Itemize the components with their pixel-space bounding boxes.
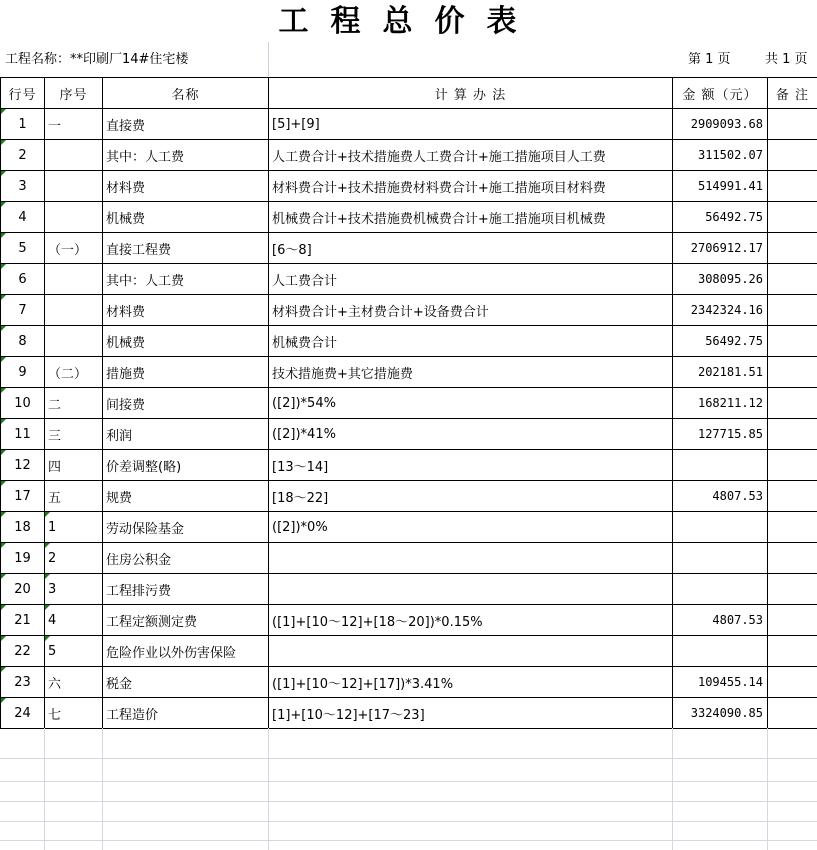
table-row — [1, 326, 817, 357]
table-row — [1, 233, 817, 264]
name-cell[interactable] — [103, 171, 269, 202]
table-row — [1, 419, 817, 450]
comment-marker-icon — [1, 512, 6, 517]
formula-cell[interactable] — [269, 512, 673, 543]
formula-cell-text: 机械费合计+技术措施费机械费合计+施工措施项目机械费 — [272, 211, 606, 227]
amount-cell[interactable] — [673, 171, 768, 202]
line-number-cell-text: 24 — [14, 705, 31, 721]
line-number-cell-text: 23 — [14, 674, 31, 690]
amount-cell[interactable] — [673, 512, 768, 543]
formula-cell-text: ([2])*54% — [272, 395, 336, 411]
name-cell[interactable] — [103, 667, 269, 698]
seq-cell-text: 2 — [48, 550, 57, 566]
table-row — [1, 698, 817, 729]
amount-cell-text: 2909093.68 — [690, 117, 763, 131]
formula-cell-text: ([2])*41% — [272, 426, 336, 442]
seq-cell-text: （二） — [48, 366, 88, 382]
note-cell[interactable] — [768, 574, 817, 605]
formula-cell-text: 机械费合计 — [272, 335, 338, 351]
formula-cell-text: ([1]+[10～12]+[17])*3.41% — [272, 676, 454, 692]
comment-marker-icon — [1, 481, 6, 486]
amount-cell[interactable] — [673, 605, 768, 636]
line-number-cell-text: 6 — [18, 271, 27, 287]
seq-cell-text: 一 — [48, 118, 62, 134]
line-number-cell[interactable] — [1, 357, 45, 388]
amount-cell[interactable] — [673, 388, 768, 419]
amount-cell[interactable] — [673, 574, 768, 605]
line-number-cell-text: 9 — [18, 364, 27, 380]
line-number-cell[interactable] — [1, 233, 45, 264]
name-cell-text: 机械费 — [106, 335, 146, 351]
formula-cell[interactable] — [269, 636, 673, 667]
table-row — [1, 388, 817, 419]
formula-cell-text: [1]+[10～12]+[17～23] — [272, 707, 425, 723]
line-number-cell[interactable] — [1, 109, 45, 140]
total-pages: 共 1 页 — [765, 52, 808, 67]
formula-cell-text: [13～14] — [272, 459, 329, 475]
comment-marker-icon — [45, 543, 50, 548]
formula-cell[interactable] — [269, 574, 673, 605]
formula-cell-text: [5]+[9] — [272, 116, 320, 132]
line-number-cell-text: 20 — [14, 581, 31, 597]
amount-cell-text: 4807.53 — [712, 489, 763, 503]
name-cell[interactable] — [103, 419, 269, 450]
name-cell-text: 住房公积金 — [106, 552, 172, 568]
table-row — [1, 450, 817, 481]
line-number-cell-text: 19 — [14, 550, 31, 566]
table-row — [1, 574, 817, 605]
formula-cell[interactable] — [269, 171, 673, 202]
comment-marker-icon — [1, 543, 6, 548]
formula-cell[interactable] — [269, 388, 673, 419]
note-cell[interactable] — [768, 109, 817, 140]
name-cell-text: 直接费 — [106, 118, 146, 134]
amount-cell-text: 3324090.85 — [690, 706, 763, 720]
line-number-cell-text: 8 — [18, 333, 27, 349]
seq-cell[interactable] — [45, 574, 103, 605]
name-cell[interactable] — [103, 140, 269, 171]
seq-cell[interactable] — [45, 667, 103, 698]
comment-marker-icon — [45, 605, 50, 610]
seq-cell-text: （一） — [48, 242, 88, 258]
comment-marker-icon — [1, 388, 6, 393]
name-cell-text: 税金 — [106, 676, 133, 692]
seq-cell-text: 5 — [48, 643, 57, 659]
info-row — [0, 42, 817, 76]
seq-cell[interactable] — [45, 450, 103, 481]
name-cell-text: 价差调整(略) — [106, 459, 182, 475]
amount-cell-text: 168211.12 — [697, 396, 763, 410]
comment-marker-icon — [1, 419, 6, 424]
amount-cell[interactable] — [673, 481, 768, 512]
formula-cell[interactable] — [269, 109, 673, 140]
formula-cell-text: 材料费合计+主材费合计+设备费合计 — [272, 304, 489, 320]
line-number-cell[interactable] — [1, 636, 45, 667]
seq-cell-text: 1 — [48, 519, 57, 535]
note-cell[interactable] — [768, 326, 817, 357]
seq-cell-text: 3 — [48, 581, 57, 597]
header-note[interactable]: 备 注 — [768, 78, 817, 109]
note-cell[interactable] — [768, 636, 817, 667]
comment-marker-icon — [1, 326, 6, 331]
line-number-cell-text: 5 — [18, 240, 27, 256]
amount-cell[interactable] — [673, 357, 768, 388]
table-row — [1, 264, 817, 295]
name-cell-text: 直接工程费 — [106, 242, 172, 258]
header-formula[interactable]: 计 算 办 法 — [269, 78, 673, 109]
name-cell[interactable] — [103, 233, 269, 264]
amount-cell[interactable] — [673, 233, 768, 264]
line-number-cell[interactable] — [1, 450, 45, 481]
note-cell[interactable] — [768, 512, 817, 543]
amount-cell[interactable] — [673, 636, 768, 667]
line-number-cell-text: 12 — [14, 457, 31, 473]
line-number-cell-text: 18 — [14, 519, 31, 535]
total-price-table — [0, 77, 817, 729]
line-number-cell[interactable] — [1, 543, 45, 574]
amount-cell[interactable] — [673, 667, 768, 698]
amount-cell[interactable] — [673, 419, 768, 450]
seq-cell[interactable] — [45, 388, 103, 419]
line-number-cell[interactable] — [1, 295, 45, 326]
note-cell[interactable] — [768, 419, 817, 450]
line-number-cell-text: 1 — [18, 116, 27, 132]
table-row — [1, 481, 817, 512]
formula-cell-text: 人工费合计+技术措施费人工费合计+施工措施项目人工费 — [272, 149, 606, 165]
formula-cell[interactable] — [269, 543, 673, 574]
line-number-cell-text: 22 — [14, 643, 31, 659]
comment-marker-icon — [1, 233, 6, 238]
note-cell[interactable] — [768, 481, 817, 512]
comment-marker-icon — [1, 295, 6, 300]
name-cell-text: 其中：人工费 — [106, 149, 185, 165]
line-number-cell[interactable] — [1, 481, 45, 512]
amount-cell-text: 56492.75 — [705, 334, 763, 348]
formula-cell[interactable] — [269, 357, 673, 388]
seq-cell[interactable] — [45, 171, 103, 202]
formula-cell[interactable] — [269, 140, 673, 171]
note-cell[interactable] — [768, 140, 817, 171]
formula-cell-text: ([1]+[10～12]+[18～20])*0.15% — [272, 614, 483, 630]
line-number-cell[interactable] — [1, 202, 45, 233]
comment-marker-icon — [1, 698, 6, 703]
seq-cell-text: 四 — [48, 459, 62, 475]
comment-marker-icon — [1, 605, 6, 610]
amount-cell-text: 514991.41 — [697, 179, 763, 193]
comment-marker-icon — [1, 171, 6, 176]
line-number-cell[interactable] — [1, 140, 45, 171]
name-cell-text: 其中：人工费 — [106, 273, 185, 289]
name-cell[interactable] — [103, 326, 269, 357]
name-cell[interactable] — [103, 264, 269, 295]
formula-cell[interactable] — [269, 450, 673, 481]
seq-cell[interactable] — [45, 512, 103, 543]
seq-cell-text: 五 — [48, 490, 62, 506]
seq-cell[interactable] — [45, 543, 103, 574]
comment-marker-icon — [1, 667, 6, 672]
name-cell[interactable] — [103, 543, 269, 574]
note-cell[interactable] — [768, 388, 817, 419]
amount-cell[interactable] — [673, 109, 768, 140]
table-row — [1, 140, 817, 171]
line-number-cell-text: 2 — [18, 147, 27, 163]
note-cell[interactable] — [768, 233, 817, 264]
note-cell[interactable] — [768, 698, 817, 729]
note-cell[interactable] — [768, 202, 817, 233]
table-row — [1, 667, 817, 698]
table-row — [1, 605, 817, 636]
line-number-cell[interactable] — [1, 264, 45, 295]
amount-cell-text: 2706912.17 — [690, 241, 763, 255]
seq-cell[interactable] — [45, 233, 103, 264]
formula-cell-text: [18～22] — [272, 490, 329, 506]
name-cell[interactable] — [103, 450, 269, 481]
line-number-cell[interactable] — [1, 667, 45, 698]
line-number-cell[interactable] — [1, 419, 45, 450]
name-cell-text: 工程造价 — [106, 707, 159, 723]
amount-cell-text: 202181.51 — [697, 365, 763, 379]
line-number-cell-text: 3 — [18, 178, 27, 194]
amount-cell-text: 308095.26 — [697, 272, 763, 286]
comment-marker-icon — [1, 202, 6, 207]
comment-marker-icon — [1, 450, 6, 455]
seq-cell[interactable] — [45, 605, 103, 636]
line-number-cell-text: 7 — [18, 302, 27, 318]
name-cell[interactable] — [103, 357, 269, 388]
name-cell-text: 利润 — [106, 428, 133, 444]
table-row — [1, 202, 817, 233]
amount-cell[interactable] — [673, 698, 768, 729]
header-name[interactable]: 名称 — [103, 78, 269, 109]
amount-cell[interactable] — [673, 450, 768, 481]
comment-marker-icon — [1, 140, 6, 145]
amount-cell-text: 56492.75 — [705, 210, 763, 224]
seq-cell-text: 三 — [48, 428, 62, 444]
name-cell[interactable] — [103, 109, 269, 140]
seq-cell[interactable] — [45, 636, 103, 667]
seq-cell[interactable] — [45, 326, 103, 357]
grid-line — [268, 42, 269, 76]
amount-cell[interactable] — [673, 326, 768, 357]
name-cell[interactable] — [103, 512, 269, 543]
formula-cell[interactable] — [269, 233, 673, 264]
note-cell[interactable] — [768, 171, 817, 202]
line-number-cell-text: 21 — [14, 612, 31, 628]
comment-marker-icon — [1, 109, 6, 114]
amount-cell-text: 311502.07 — [697, 148, 763, 162]
line-number-cell[interactable] — [1, 171, 45, 202]
formula-cell[interactable] — [269, 295, 673, 326]
amount-cell-text: 109455.14 — [697, 675, 763, 689]
name-cell-text: 劳动保险基金 — [106, 521, 185, 537]
seq-cell[interactable] — [45, 202, 103, 233]
formula-cell[interactable] — [269, 202, 673, 233]
comment-marker-icon — [1, 357, 6, 362]
seq-cell[interactable] — [45, 698, 103, 729]
header-amount[interactable]: 金 额（元） — [673, 78, 768, 109]
formula-cell-text: 技术措施费+其它措施费 — [272, 366, 413, 382]
note-cell[interactable] — [768, 667, 817, 698]
table-row — [1, 109, 817, 140]
name-cell[interactable] — [103, 698, 269, 729]
formula-cell[interactable] — [269, 698, 673, 729]
formula-cell[interactable] — [269, 326, 673, 357]
seq-cell-text: 七 — [48, 707, 62, 723]
table-header-row — [1, 78, 817, 109]
name-cell-text: 工程定额测定费 — [106, 614, 198, 630]
name-cell-text: 规费 — [106, 490, 133, 506]
amount-cell[interactable] — [673, 295, 768, 326]
amount-cell[interactable] — [673, 140, 768, 171]
amount-cell[interactable] — [673, 264, 768, 295]
seq-cell[interactable] — [45, 481, 103, 512]
header-seq[interactable]: 序号 — [45, 78, 103, 109]
line-number-cell[interactable] — [1, 512, 45, 543]
amount-cell[interactable] — [673, 543, 768, 574]
seq-cell-text: 二 — [48, 397, 62, 413]
name-cell-text: 材料费 — [106, 304, 146, 320]
name-cell-text: 措施费 — [106, 366, 146, 382]
amount-cell-text: 2342324.16 — [690, 303, 763, 317]
line-number-cell[interactable] — [1, 326, 45, 357]
note-cell[interactable] — [768, 264, 817, 295]
seq-cell[interactable] — [45, 357, 103, 388]
note-cell[interactable] — [768, 450, 817, 481]
formula-cell-text: 材料费合计+技术措施费材料费合计+施工措施项目材料费 — [272, 180, 606, 196]
note-cell[interactable] — [768, 543, 817, 574]
table-row — [1, 636, 817, 667]
table-row — [1, 295, 817, 326]
seq-cell-text: 六 — [48, 676, 62, 692]
seq-cell-text: 4 — [48, 612, 57, 628]
comment-marker-icon — [1, 636, 6, 641]
page-title: 工程总价表 — [278, 4, 539, 39]
seq-cell[interactable] — [45, 140, 103, 171]
project-name: 工程名称：**印刷厂14#住宅楼 — [5, 52, 189, 67]
note-cell[interactable] — [768, 357, 817, 388]
table-row — [1, 171, 817, 202]
note-cell[interactable] — [768, 605, 817, 636]
line-number-cell[interactable] — [1, 698, 45, 729]
line-number-cell[interactable] — [1, 605, 45, 636]
line-number-cell[interactable] — [1, 388, 45, 419]
amount-cell-text: 4807.53 — [712, 613, 763, 627]
note-cell[interactable] — [768, 295, 817, 326]
line-number-cell[interactable] — [1, 574, 45, 605]
name-cell[interactable] — [103, 388, 269, 419]
name-cell[interactable] — [103, 574, 269, 605]
formula-cell[interactable] — [269, 667, 673, 698]
comment-marker-icon — [45, 636, 50, 641]
line-number-cell-text: 4 — [18, 209, 27, 225]
formula-cell-text: ([2])*0% — [272, 519, 328, 535]
amount-cell-text: 127715.85 — [697, 427, 763, 441]
name-cell[interactable] — [103, 202, 269, 233]
formula-cell[interactable] — [269, 481, 673, 512]
comment-marker-icon — [1, 574, 6, 579]
formula-cell-text: 人工费合计 — [272, 273, 338, 289]
formula-cell[interactable] — [269, 264, 673, 295]
line-number-cell-text: 17 — [14, 488, 31, 504]
header-line-no[interactable]: 行号 — [1, 78, 45, 109]
comment-marker-icon — [45, 512, 50, 517]
formula-cell[interactable] — [269, 419, 673, 450]
seq-cell[interactable] — [45, 109, 103, 140]
amount-cell[interactable] — [673, 202, 768, 233]
name-cell-text: 材料费 — [106, 180, 146, 196]
name-cell[interactable] — [103, 295, 269, 326]
name-cell-text: 机械费 — [106, 211, 146, 227]
name-cell-text: 工程排污费 — [106, 583, 172, 599]
page-number: 第 1 页 — [688, 52, 731, 67]
formula-cell[interactable] — [269, 605, 673, 636]
line-number-cell-text: 11 — [14, 426, 31, 442]
line-number-cell-text: 10 — [14, 395, 31, 411]
name-cell-text: 危险作业以外伤害保险 — [106, 645, 237, 661]
table-row — [1, 357, 817, 388]
table-row — [1, 512, 817, 543]
name-cell-text: 间接费 — [106, 397, 146, 413]
seq-cell[interactable] — [45, 264, 103, 295]
comment-marker-icon — [45, 574, 50, 579]
formula-cell-text: [6～8] — [272, 242, 312, 258]
seq-cell[interactable] — [45, 419, 103, 450]
name-cell[interactable] — [103, 605, 269, 636]
table-row — [1, 543, 817, 574]
name-cell[interactable] — [103, 481, 269, 512]
name-cell[interactable] — [103, 636, 269, 667]
comment-marker-icon — [1, 264, 6, 269]
seq-cell[interactable] — [45, 295, 103, 326]
